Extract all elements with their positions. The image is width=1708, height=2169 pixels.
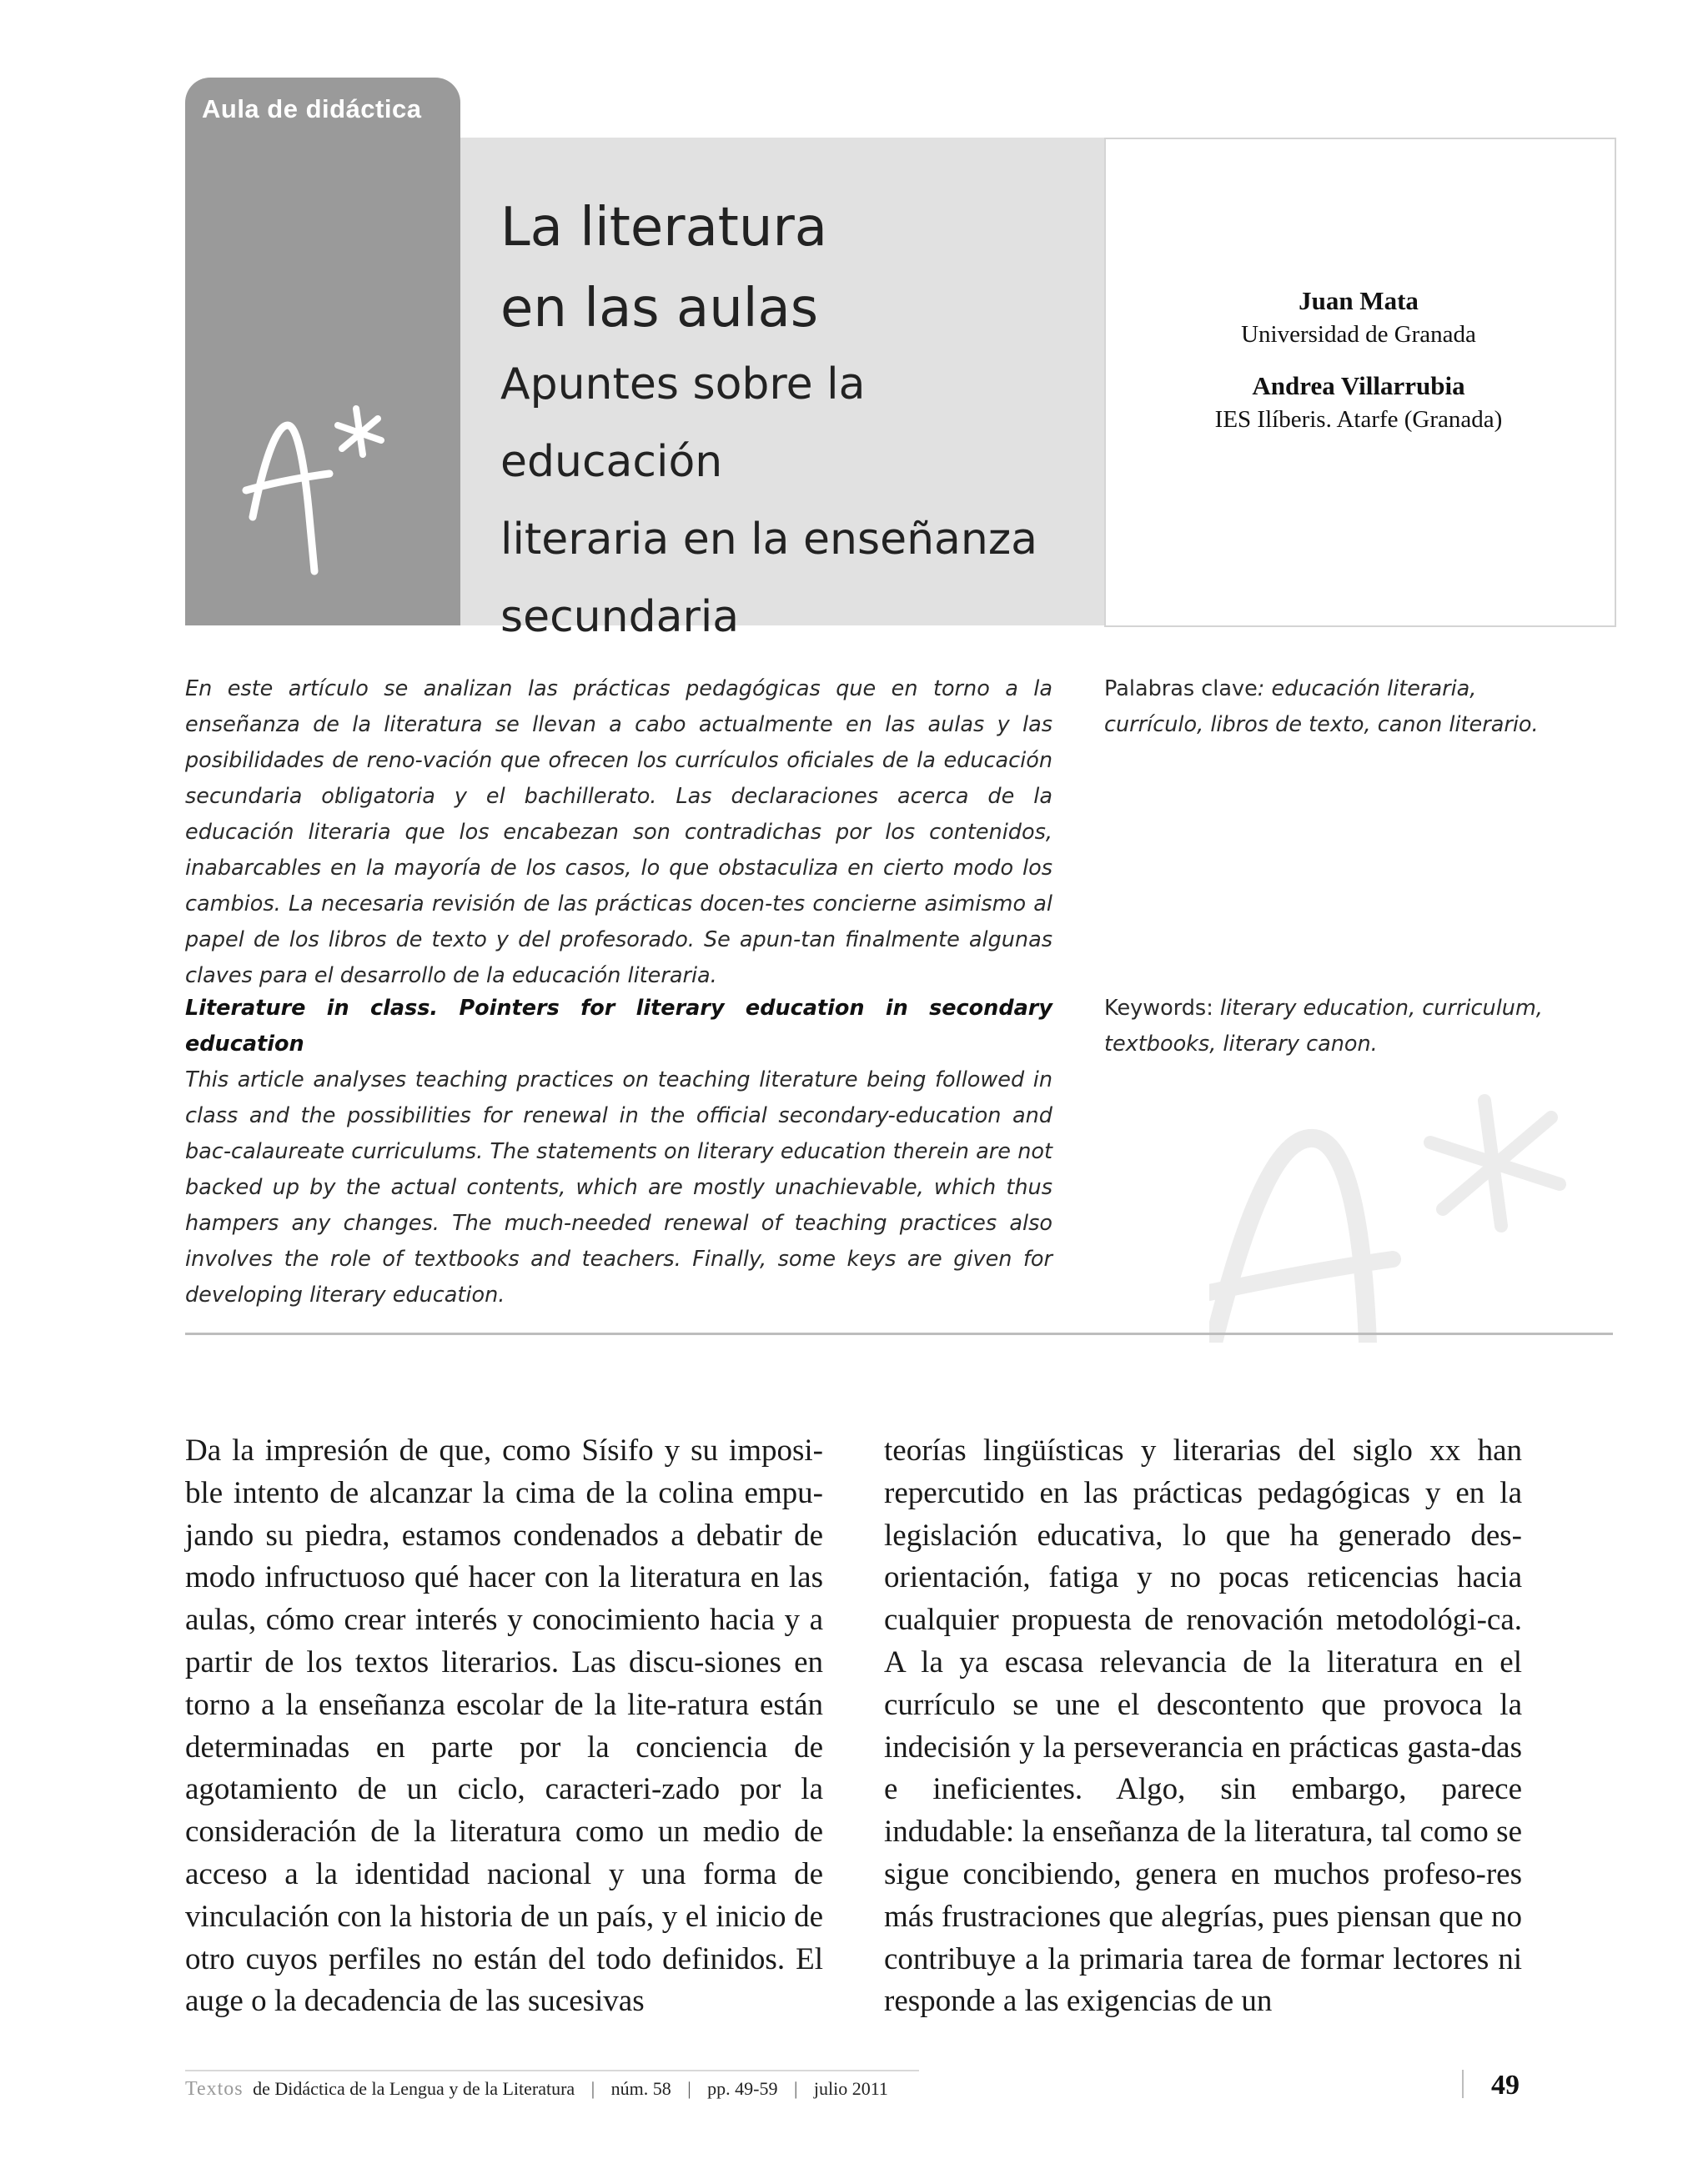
- journal-issue: núm. 58: [610, 2078, 671, 2099]
- journal-pages: pp. 49-59: [707, 2078, 778, 2099]
- footer-separator: |: [687, 2078, 691, 2099]
- author-name: Andrea Villarrubia: [1252, 371, 1465, 400]
- abstract-english-title: Literature in class. Pointers for literary education in secondary education: [185, 996, 1052, 1057]
- section-label: Aula de didáctica: [202, 94, 422, 123]
- page-number: 49: [1491, 2070, 1520, 2101]
- footer-separator: |: [590, 2078, 595, 2099]
- footer-rule: [185, 2070, 919, 2071]
- a-star-watermark-icon: [1209, 1092, 1626, 1343]
- title-line: La literatura: [500, 197, 827, 259]
- keywords-text: : educación literaria, currículo, libros de texto, canon literario.: [1104, 676, 1539, 737]
- abstract-english: [185, 991, 1052, 1313]
- subtitle-line: literaria en la enseñanza: [500, 515, 1038, 565]
- abstract-spanish: En este artículo se analizan las prácticas pedagógicas que en torno a la enseñanza de la literatura se llevan a cabo actualmente en las aulas y las posibilidades de reno-vación que ofrecen los currículos oficiales de la educación secundaria obligatoria y el bachillerato. Las declaraciones acerca de la educación literaria que los encabezan son contradichas por los contenidos, inabarcables en la mayoría de los casos, lo que obstaculiza en cierto modo los cambios. La necesaria revisión de las prácticas docen-tes concierne asimismo al papel de los libros de texto y del profesorado. Se apun-tan finalmente algunas claves para el desarrollo de la educación literaria.: [185, 676, 1052, 988]
- a-star-logo-icon: [238, 392, 404, 584]
- footer: [185, 2078, 888, 2101]
- author-affiliation: IES Ilíberis. Atarfe (Granada): [1214, 406, 1503, 433]
- keywords-text: literary education, curriculum, textbooks, literary canon.: [1104, 996, 1543, 1057]
- journal-date: julio 2011: [813, 2078, 888, 2099]
- keywords-english: [1104, 991, 1571, 1062]
- body-column-left: Da la impresión de que, como Sísifo y su imposi-ble intento de alcanzar la cima de la colina empu-jando su piedra, estamos condenados a debatir de modo infructuoso qué hacer con la literatura en las aulas, cómo crear interés y conocimiento hacia y a partir de los textos literarios. Las discu-siones en torno a la enseñanza escolar de la lite-ratura están determinadas en parte por la conciencia de agotamiento de un ciclo, caracteri-zado por la consideración de la literatura como un medio de acceso a la identidad nacional y una forma de vinculación con la historia de un país, y el inicio de otro cuyos perfiles no están del todo definidos. El auge o la decadencia de las sucesivas: [185, 1433, 823, 2019]
- section-divider: [185, 1333, 1613, 1335]
- author-name: Juan Mata: [1299, 286, 1419, 315]
- page-number-rule: [1462, 2070, 1464, 2098]
- keywords-label: Palabras clave: [1104, 676, 1258, 701]
- title-line: en las aulas: [500, 278, 819, 339]
- author-affiliation: Universidad de Granada: [1241, 321, 1476, 348]
- article-subtitle: [500, 346, 1101, 656]
- abstract-english-text: This article analyses teaching practices on teaching literature being followed in class and the possibilities for renewal in the official secondary-education and bac-calaureate curriculums. The statements on literary education therein are not backed up by the actual contents, which are mostly unachievable, which thus hampers any changes. The much-needed renewal of teaching practices also involves the role of textbooks and teachers. Finally, some keys are given for developing literary education.: [185, 1067, 1052, 1308]
- subtitle-line: Apuntes sobre la educación: [500, 359, 866, 487]
- keywords-spanish: [1104, 671, 1571, 743]
- section-tab: [185, 78, 460, 138]
- journal-name: de Didáctica de la Lengua y de la Literatura: [253, 2078, 575, 2099]
- body-column-right: teorías lingüísticas y literarias del siglo xx han repercutido en las prácticas pedagógicas y en la legislación educativa, lo que ha generado des-orientación, fatiga y no pocas reticencias hacia cualquier propuesta de renovación metodológi-ca. A la ya escasa relevancia de la literatura en el currículo se une el descontento que provoca la indecisión y la perseverancia en prácticas gasta-das e ineficientes. Algo, sin embargo, parece indudable: la enseñanza de la literatura, tal como se sigue concibiendo, genera en muchos profeso-res más frustraciones que alegrías, pues piensan que no contribuye a la primaria tarea de formar lectores ni responde a las exigencias de un: [884, 1433, 1522, 2019]
- keywords-label: Keywords:: [1104, 996, 1213, 1021]
- article-title: [500, 188, 1101, 349]
- subtitle-line: secundaria: [500, 592, 740, 642]
- footer-separator: |: [793, 2078, 798, 2099]
- journal-brand: Textos: [185, 2078, 244, 2100]
